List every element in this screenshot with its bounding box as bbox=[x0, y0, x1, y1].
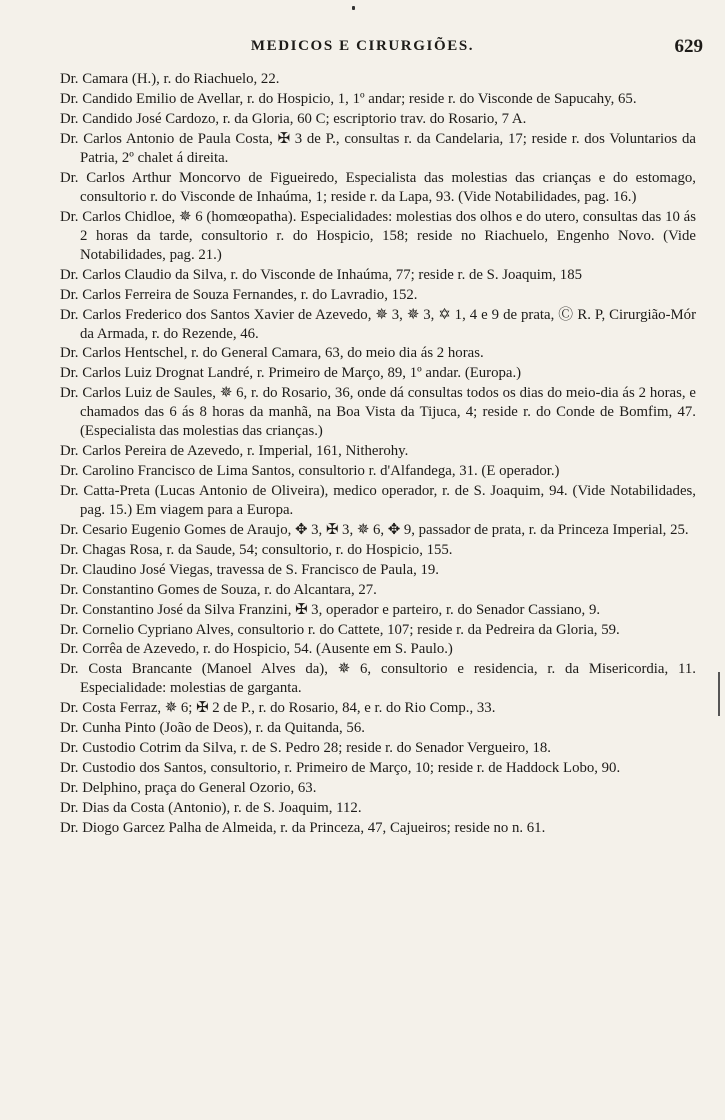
directory-entry: Dr. Camara (H.), r. do Riachuelo, 22. bbox=[60, 71, 280, 87]
directory-entry: Dr. Custodio dos Santos, consultorio, r. Primeiro de Março, 10; reside r. de Haddock Lobo, 90. bbox=[60, 760, 621, 776]
directory-entry: Dr. Dias da Costa (Antonio), r. de S. Joaquim, 112. bbox=[60, 799, 362, 816]
directory-entry: Dr. Carolino Francisco de Lima Santos, consultorio r. d'Alfandega, 31. (E operador.) bbox=[60, 463, 560, 480]
directory-entry: Dr. Cornelio Cypriano Alves, consultorio r. do Cattete, 107; reside r. da Pedreira da Gloria, 59. bbox=[60, 621, 620, 638]
directory-entry: Dr. Constantino Gomes de Souza, r. do Alcantara, 27. bbox=[60, 581, 377, 598]
directory-entry: Dr. Chagas Rosa, r. da Saude, 54; consultorio, r. do Hospicio, 155. bbox=[60, 542, 453, 558]
page-header bbox=[0, 36, 725, 64]
directory-entry: Dr. Carlos Pereira de Azevedo, r. Imperial, 161, Nitherohy. bbox=[60, 443, 409, 460]
directory-entry: Dr. Constantino José da Silva Franzini, ✠ 3, operador e parteiro, r. do Senador Cassiano, 9. bbox=[60, 601, 601, 618]
directory-entry: Dr. Carlos Arthur Moncorvo de Figueiredo, Especialista das molestias das crianças e do estomago, consultorio r. do Visconde de Inhaúma, 1; reside r. da Lapa, 93. (Vide Notabilidades, pag. 16.) bbox=[60, 169, 696, 205]
entry-list bbox=[60, 70, 696, 839]
page-number: 629 bbox=[674, 36, 703, 57]
ink-speck bbox=[352, 6, 355, 10]
directory-entry: Dr. Claudino José Viegas, travessa de S. Francisco de Paula, 19. bbox=[60, 561, 439, 578]
directory-entry: Dr. Costa Ferraz, ✵ 6; ✠ 2 de P., r. do Rosario, 84, e r. do Rio Comp., 33. bbox=[60, 700, 496, 717]
directory-entry: Dr. Carlos Antonio de Paula Costa, ✠ 3 de P., consultas r. da Candelaria, 17; reside r. dos Voluntarios da Patria, 2º chalet á direita. bbox=[60, 130, 696, 166]
directory-entry: Dr. Diogo Garcez Palha de Almeida, r. da Princeza, 47, Cajueiros; reside no n. 61. bbox=[60, 819, 546, 836]
directory-entry: Dr. Carlos Luiz Drognat Landré, r. Primeiro de Março, 89, 1º andar. (Europa.) bbox=[60, 365, 522, 382]
directory-entry: Dr. Carlos Ferreira de Souza Fernandes, r. do Lavradio, 152. bbox=[60, 286, 418, 303]
directory-entry: Dr. Cesario Eugenio Gomes de Araujo, ✥ 3, ✠ 3, ✵ 6, ✥ 9, passador de prata, r. da Princeza Imperial, 25. bbox=[60, 522, 689, 539]
directory-entry: Dr. Carlos Luiz de Saules, ✵ 6, r. do Rosario, 36, onde dá consultas todos os dias do meio-dia ás 2 horas, e chamados das 6 ás 8 horas da manhã, na Boa Vista da Tijuca, 4; reside r. do Conde de Bomfim, 47. (Especialista das molestias das crianças.) bbox=[60, 385, 696, 440]
directory-entry: Dr. Costa Brancante (Manoel Alves da), ✵ 6, consultorio e residencia, r. da Misericordia, 11. Especialidade: molestias de garganta. bbox=[60, 661, 696, 697]
directory-entry: Dr. Carlos Frederico dos Santos Xavier de Azevedo, ✵ 3, ✵ 3, ✡ 1, 4 e 9 de prata, Ⓒ R. P, Cirurgião-Mór da Armada, r. do Rezende, 46. bbox=[60, 306, 696, 342]
running-head: MEDICOS E CIRURGIÕES. bbox=[250, 38, 475, 54]
margin-mark bbox=[718, 672, 720, 716]
directory-entry: Dr. Delphino, praça do General Ozorio, 63. bbox=[60, 779, 317, 796]
directory-entry: Dr. Carlos Chidloe, ✵ 6 (homœopatha). Especialidades: molestias dos olhos e do utero, consultas das 10 ás 2 horas da tarde, consultorio r. do Hospicio, 158; reside no Riachuelo, Engenho Novo. (Vide Notabilidades, pag. 21.) bbox=[60, 208, 696, 263]
directory-entry: Dr. Cunha Pinto (João de Deos), r. da Quitanda, 56. bbox=[60, 720, 365, 737]
directory-entry: Dr. Carlos Hentschel, r. do General Camara, 63, do meio dia ás 2 horas. bbox=[60, 345, 484, 362]
directory-entry: Dr. Custodio Cotrim da Silva, r. de S. Pedro 28; reside r. do Senador Vergueiro, 18. bbox=[60, 740, 551, 757]
directory-entry: Dr. Carlos Claudio da Silva, r. do Visconde de Inhaúma, 77; reside r. de S. Joaquim, 185 bbox=[60, 266, 583, 283]
directory-entry: Dr. Candido José Cardozo, r. da Gloria, 60 C; escriptorio trav. do Rosario, 7 A. bbox=[60, 110, 527, 127]
directory-entry: Dr. Catta-Preta (Lucas Antonio de Oliveira), medico operador, r. de S. Joaquim, 94. (Vide Notabilidades, pag. 15.) Em viagem para a Europa. bbox=[60, 483, 696, 519]
directory-entry: Dr. Corrêa de Azevedo, r. do Hospicio, 54. (Ausente em S. Paulo.) bbox=[60, 641, 453, 658]
directory-entry: Dr. Candido Emilio de Avellar, r. do Hospicio, 1, 1º andar; reside r. do Visconde de Sapucahy, 65. bbox=[60, 90, 637, 107]
